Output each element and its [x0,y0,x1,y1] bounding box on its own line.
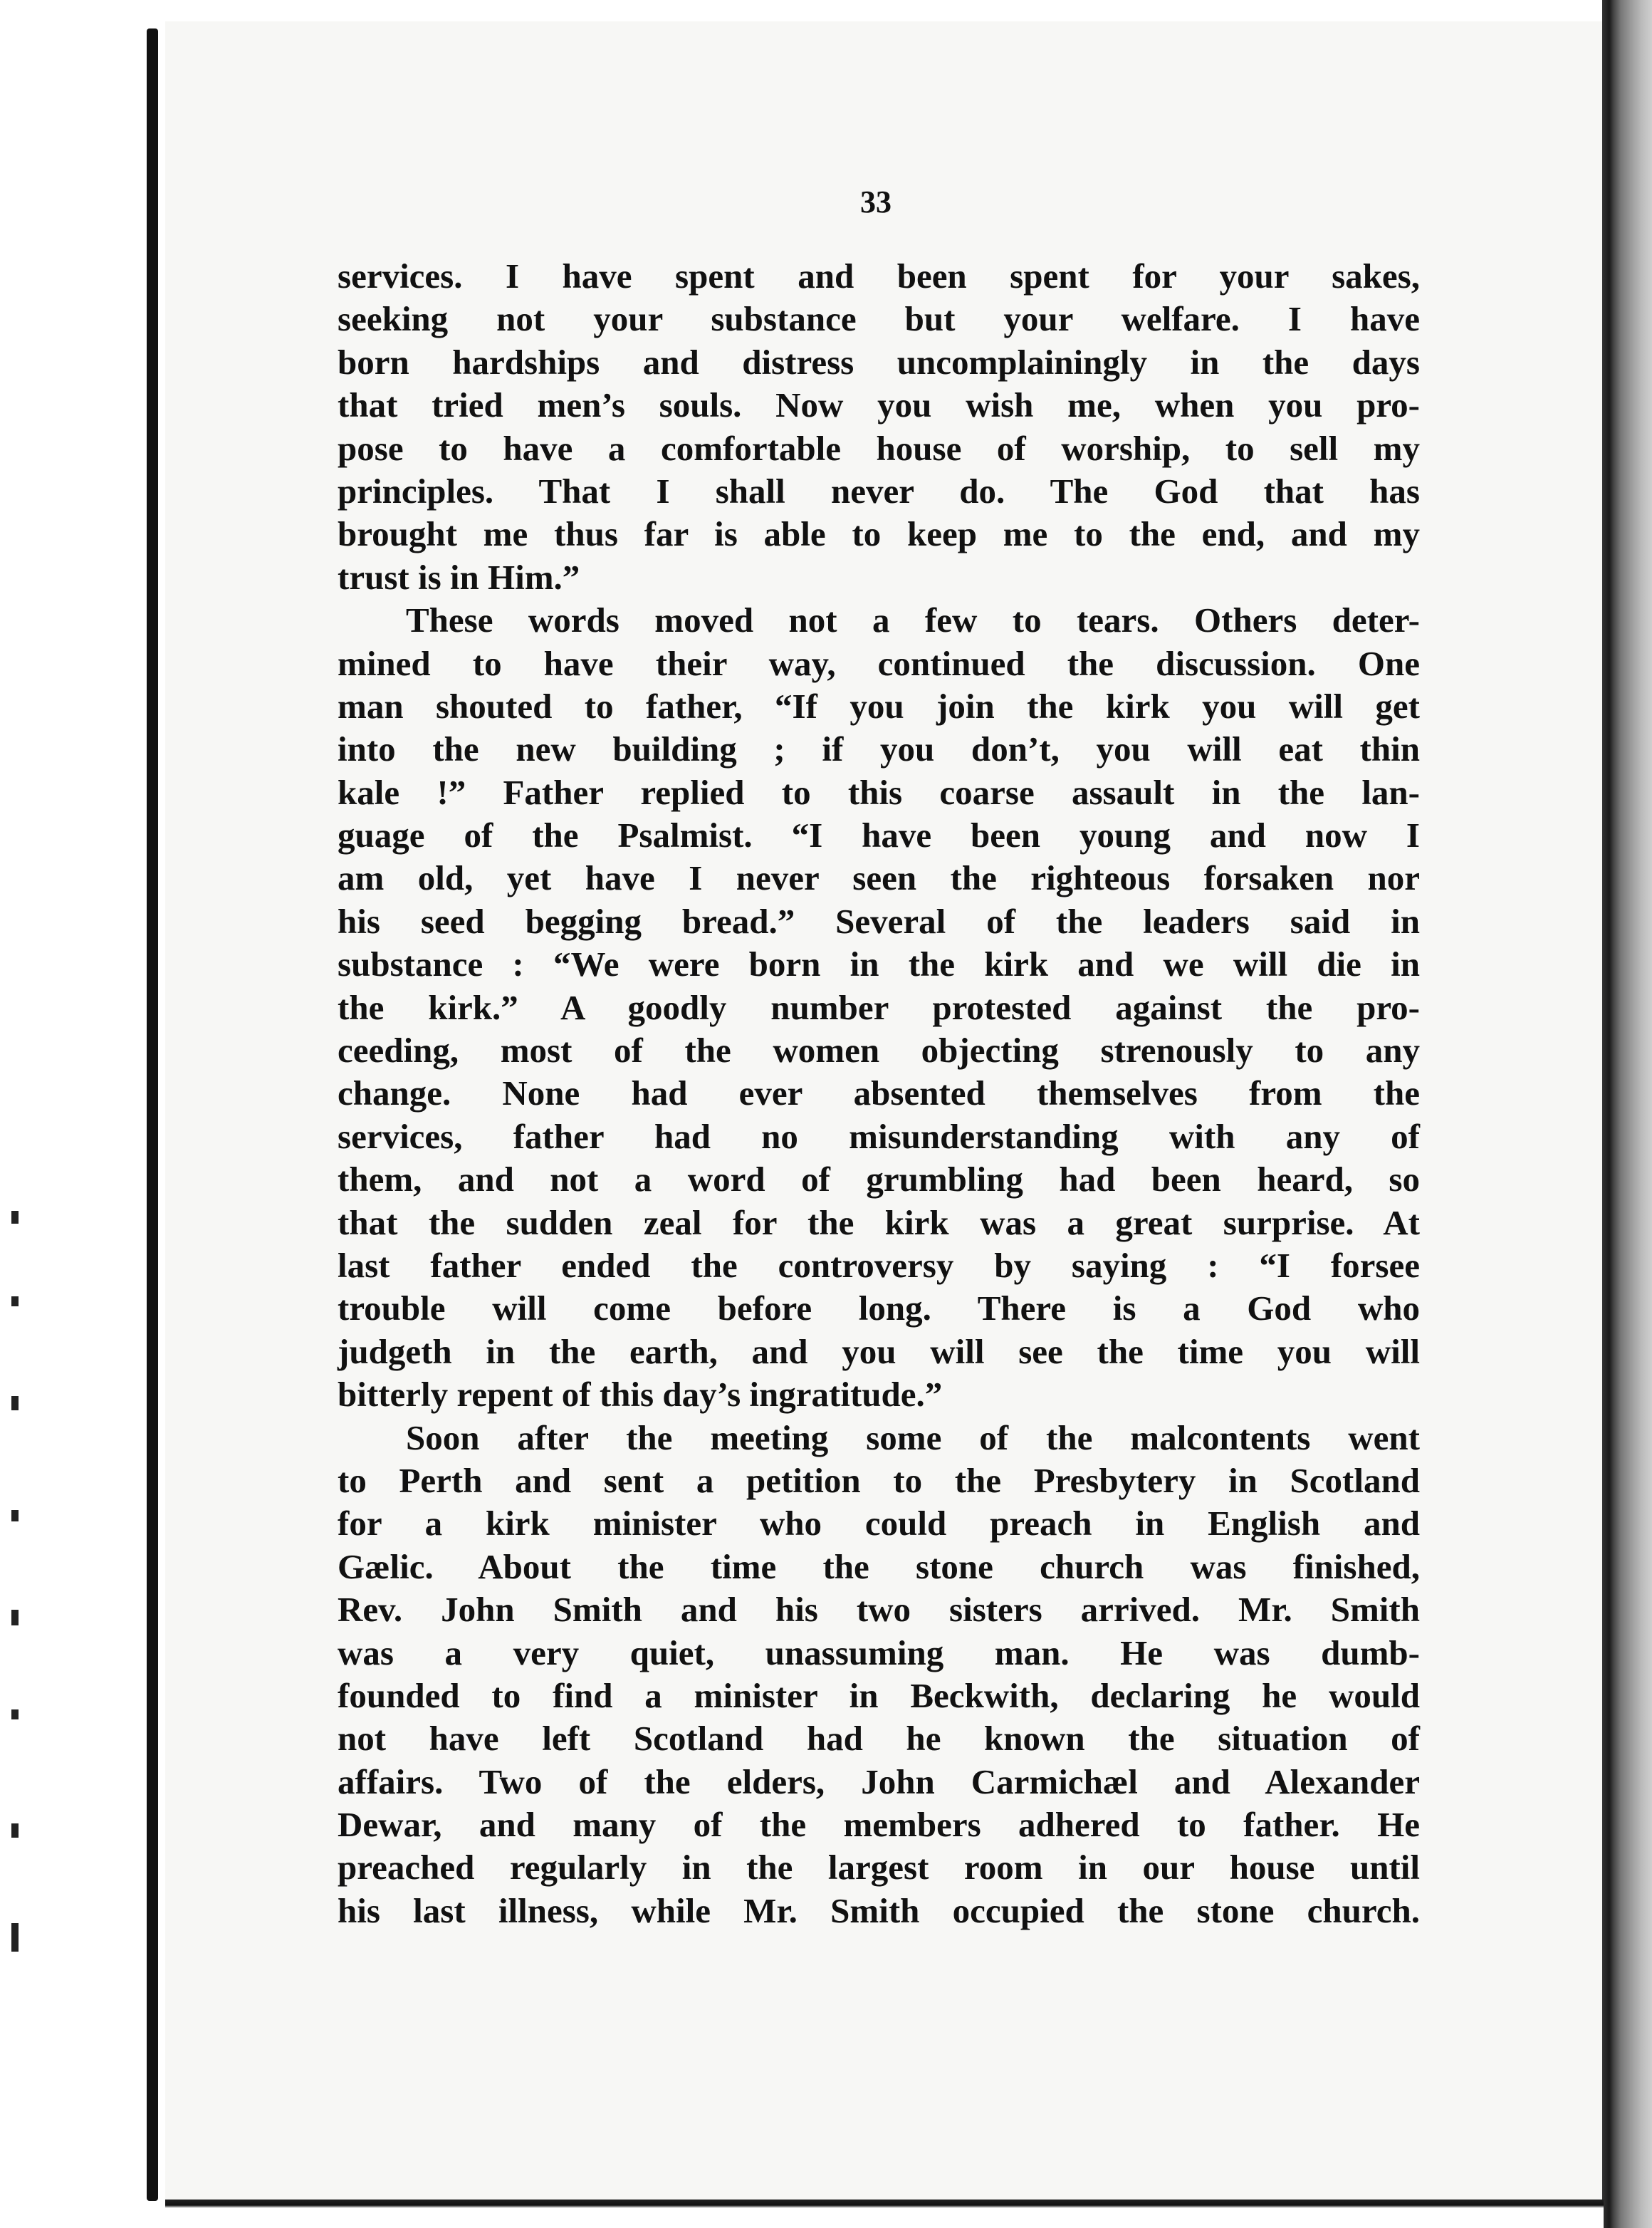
text-line: for a kirk minister who could preach in English and [338,1504,1420,1544]
text-line: brought me thus far is able to keep me to the end, and my [338,514,1420,554]
text-line: born hardships and distress uncomplainingly in the days [338,342,1420,382]
text-line: judgeth in the earth, and you will see the time you will [338,1331,1420,1371]
text-line: his last illness, while Mr. Smith occupied the stone church. [338,1890,1420,1930]
text-line: preached regularly in the largest room in our house until [338,1848,1420,1888]
text-line: them, and not a word of grumbling had been heard, so [338,1160,1420,1199]
text-line: Gælic. About the time the stone church was finished, [338,1546,1420,1586]
text-line: founded to find a minister in Beckwith, declaring he would [338,1675,1420,1715]
text-line: mined to have their way, continued the discussion. One [338,643,1420,683]
page-stack-edge [1602,0,1652,2228]
text-line: pose to have a comfortable house of worship, to sell my [338,428,1420,468]
page-bottom-edge [165,2200,1604,2228]
text-line: principles. That I shall never do. The God that has [338,471,1420,511]
text-line: kale !” Father replied to this coarse assault in the lan- [338,772,1420,812]
text-line: ceeding, most of the women objecting strenously to any [338,1031,1420,1071]
text-line: seeking not your substance but your welfare. I have [338,299,1420,339]
text-line: that tried men’s souls. Now you wish me, when you pro- [338,385,1420,425]
text-line: was a very quiet, unassuming man. He was dumb- [338,1633,1420,1672]
page-binding-edge [147,28,158,2201]
text-line: substance : “We were born in the kirk and we will die in [338,944,1420,984]
text-line: guage of the Psalmist. “I have been young and now I [338,816,1420,855]
text-line: the kirk.” A goodly number protested against the pro- [338,987,1420,1027]
text-line: Dewar, and many of the members adhered to father. He [338,1805,1420,1845]
page-number: 33 [860,184,892,219]
body-text [338,255,1420,1932]
text-line: into the new building ; if you don’t, you will eat thin [338,729,1420,769]
text-line: not have left Scotland had he known the situation of [338,1719,1420,1759]
text-line: last father ended the controversy by saying : “I forsee [338,1245,1420,1285]
text-line: bitterly repent of this day’s ingratitude.” [338,1375,943,1415]
text-line: change. None had ever absented themselves from the [338,1073,1420,1113]
text-line: trust is in Him.” [338,557,580,597]
text-line: to Perth and sent a petition to the Presbytery in Scotland [338,1460,1420,1500]
text-line: his seed begging bread.” Several of the leaders said in [338,901,1420,941]
text-line: services, father had no misunderstanding with any of [338,1116,1420,1156]
bleed-through-marks [4,1211,33,1994]
text-line: man shouted to father, “If you join the kirk you will get [338,686,1420,726]
text-line: affairs. Two of the elders, John Carmichæl and Alexander [338,1761,1420,1801]
text-line: services. I have spent and been spent for your sakes, [338,256,1420,296]
text-line: that the sudden zeal for the kirk was a great surprise. At [338,1202,1420,1242]
text-line: These words moved not a few to tears. Others deter- [406,600,1420,640]
text-line: Rev. John Smith and his two sisters arrived. Mr. Smith [338,1590,1420,1630]
text-line: am old, yet have I never seen the righteous forsaken nor [338,858,1420,898]
text-line: trouble will come before long. There is a God who [338,1289,1420,1328]
text-line: Soon after the meeting some of the malcontents went [406,1417,1420,1457]
